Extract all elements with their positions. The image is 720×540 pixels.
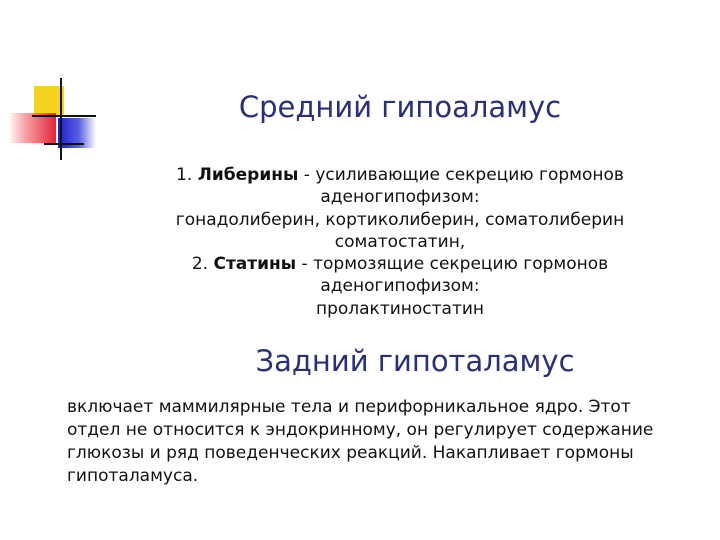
list-item-2: [150, 253, 650, 275]
list-item-1: [150, 164, 650, 186]
decorative-logo-squares: [0, 0, 110, 170]
list-term-statins: Статины: [213, 254, 297, 275]
list-item-1-line2: аденогипофизом:: [320, 187, 480, 208]
paragraph-line: гипоталамуса.: [67, 466, 199, 486]
statins-examples: пролактиностатин: [315, 298, 485, 319]
list-item-1-text: - усиливающие секрецию гормонов: [298, 165, 624, 185]
list-item-2-text: - тормозящие секрецию гормонов: [296, 254, 609, 275]
slide-title-posterior-hypothalamus: Задний гипоталамус: [255, 344, 575, 378]
vertical-line: [60, 78, 62, 160]
description-paragraph: [67, 396, 687, 488]
hormone-list: [150, 164, 650, 320]
liberins-examples: гонадолиберин, кортиколиберин, соматолиберин: [175, 209, 625, 230]
red-gradient-bar: [8, 113, 56, 143]
list-number: 1.: [176, 165, 193, 185]
list-term-liberins: Либерины: [197, 165, 299, 185]
horizontal-line-lower: [44, 143, 84, 145]
horizontal-line: [32, 115, 96, 117]
slide-title-middle-hypothalamus: Средний гипоаламус: [238, 90, 562, 124]
paragraph-line: глюкозы и ряд поведенческих реакций. Накапливает гормоны: [67, 443, 634, 463]
paragraph-line: отдел не относится к эндокринному, он регулирует содержание: [67, 420, 654, 440]
paragraph-line: включает маммилярные тела и перифорникальное ядро. Этот: [67, 397, 631, 417]
list-number: 2.: [191, 254, 209, 275]
somatostatin-line: соматостатин,: [334, 231, 466, 252]
list-item-2-line2: аденогипофизом:: [320, 276, 480, 297]
